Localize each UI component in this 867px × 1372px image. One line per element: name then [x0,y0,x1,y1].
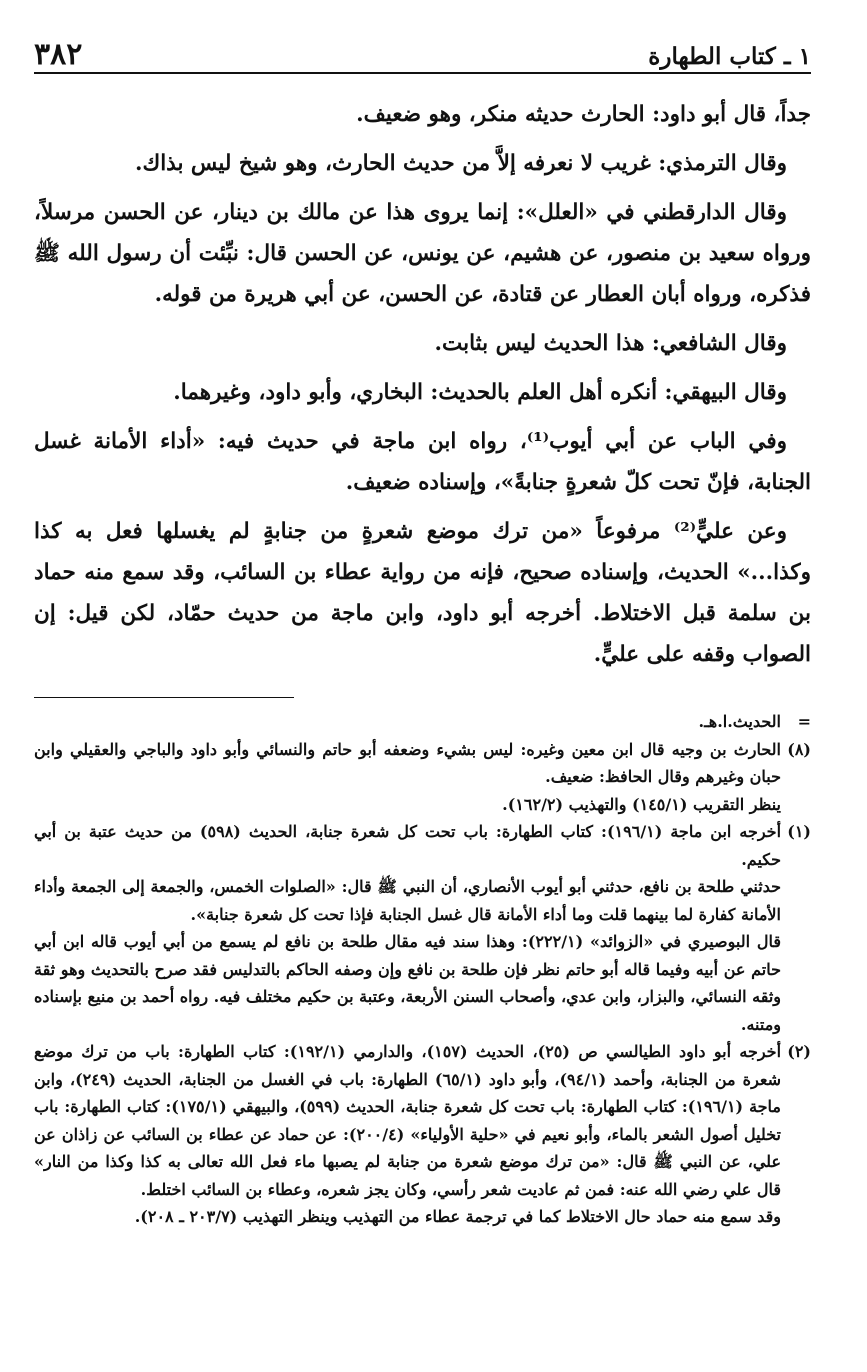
footnote-mark: (١) [787,822,811,841]
footnote-body [34,736,781,819]
footnote-body [34,818,781,1038]
footnote-mark: (٢) [787,1042,811,1061]
footnote-line: ينظر التقريب (١٤٥/١) والتهذيب (١٦٢/٢). [502,794,781,814]
footnote-body [34,708,781,736]
footnote [34,736,811,819]
footnote-line: أخرجه ابن ماجة (١٩٦/١): كتاب الطهارة: باب تحت كل شعرة جنابة، الحديث (٥٩٨) من حديث عتبة بن أبي حكيم. [34,822,782,869]
footnotes [34,708,811,1231]
footnote-line: الحارث بن وجيه قال ابن معين وغيره: ليس بشيء وضعفه أبو حاتم والنسائي وأبو داود والباجي والعقيلي وابن حبان وغيرهم وقال الحافظ: ضعيف. [34,739,781,786]
footnote-continuation [34,708,811,736]
footnote [34,818,811,1038]
chapter-title: ١ ـ كتاب الطهارة [648,43,811,70]
running-header [34,34,811,74]
body-paragraph: وقال الترمذي: غريب لا نعرفه إلاَّ من حديث الحارث، وهو شيخ ليس بذاك. [135,151,787,176]
footnote [34,1038,811,1231]
body-paragraph: وقال الدارقطني في «العلل»: إنما يروى هذا عن مالك بن دينار، عن الحسن مرسلاً، ورواه سعيد بن منصور، عن هشيم، عن يونس، عن الحسن قال: نبِّئت أن رسول الله ﷺ فذكره، ورواه أبان العطار عن قتادة، عن الحسن، عن أبي هريرة من قوله. [34,200,811,307]
footnote-line: أخرجه أبو داود الطيالسي ص (٢٥)، الحديث (١٥٧)، والدارمي (١٩٢/١): كتاب الطهارة: باب من ترك موضع شعرة من الجنابة، وأحمد (٩٤/١)، وأبو داود (٦٥/١) الطهارة: باب في الغسل من الجنابة، الحديث (٢٤٩)، وابن ماجة (١٩٦/١): كتاب الطهارة: باب تحت كل شعرة جنابة، الحديث (٥٩٩)، والبيهقي (١٧٥/١): كتاب الطهارة: باب تخليل أصول الشعر بالماء، وأبو نعيم في «حلية الأولياء» (٢٠٠/٤): عن حماد عن عطاء بن السائب عن زاذان عن علي، عن النبي ﷺ قال: «من ترك موضع شعرة من جنابة لم يصبها ماء فعل الله تعالى به كذا وكذا من النار» قال علي رضي الله عنه: فمن ثم عاديت شعر رأسي، وكان يجز شعره، وعطاء بن السائب اختلط. [34,1042,782,1199]
footnote-line: الحديث.ا.هـ. [698,712,781,731]
body-paragraph: وقال البيهقي: أنكره أهل العلم بالحديث: البخاري، وأبو داود، وغيرهما. [173,380,787,405]
footnote-line: حدثني طلحة بن نافع، حدثني أبو أيوب الأنصاري، أن النبي ﷺ قال: «الصلوات الخمس، والجمعة إلى الجمعة وأداء الأمانة كفارة لما بينهما قلت وما أداء الأمانة قال غسل الجنابة فإذا تحت كل شعرة جنابة». [34,877,781,924]
footnote-body [34,1038,781,1231]
footnote-mark: = [797,712,811,731]
body-paragraph: وفي الباب عن أبي أيوب⁽¹⁾، رواه ابن ماجة في حديث فيه: «أداء الأمانة غسل الجنابة، فإنّ تحت كلّ شعرةٍ جنابةً»، وإسناده ضعيف. [34,429,811,495]
body-paragraph: وقال الشافعي: هذا الحديث ليس بثابت. [434,331,787,356]
page-number: ٣٨٢ [34,37,83,72]
footnote-mark: (٨) [787,739,811,759]
body-paragraph: جداً، قال أبو داود: الحارث حديثه منكر، وهو ضعيف. [356,102,811,127]
footnote-separator [34,697,294,698]
main-text [34,94,811,675]
footnote-separator-wrap [34,683,811,708]
footnote-line: وقد سمع منه حماد حال الاختلاط كما في ترجمة عطاء من التهذيب وينظر التهذيب (٢٠٣/٧ ـ ٢٠٨). [134,1207,781,1226]
footnote-line: قال البوصيري في «الزوائد» (٢٢٢/١): وهذا سند فيه مقال طلحة بن نافع لم يسمع من أبي أيوب قاله ابن أبي حاتم عن أبيه وفيما قاله أبو حاتم نظر فإن طلحة بن نافع وإن وصفه الحاكم بالتدليس فقد صرح بالتحديث وهو ثقة وثقه النسائي، والبزار، وابن عدي، وأصحاب السنن الأربعة، وعتبة بن حكيم مختلف فيه. رواه أحمد بن منيع بإسناده ومتنه. [34,932,782,1034]
body-paragraph: وعن عليٍّ⁽²⁾ مرفوعاً «من ترك موضع شعرةٍ من جنابةٍ لم يغسلها فعل به كذا وكذا...» الحديث، وإسناده صحيح، فإنه من رواية عطاء بن السائب، وقد سمع منه حماد بن سلمة قبل الاختلاط. أخرجه أبو داود، وابن ماجة من حديث حمّاد، لكن قيل: إن الصواب وقفه على عليٍّ. [34,519,811,667]
